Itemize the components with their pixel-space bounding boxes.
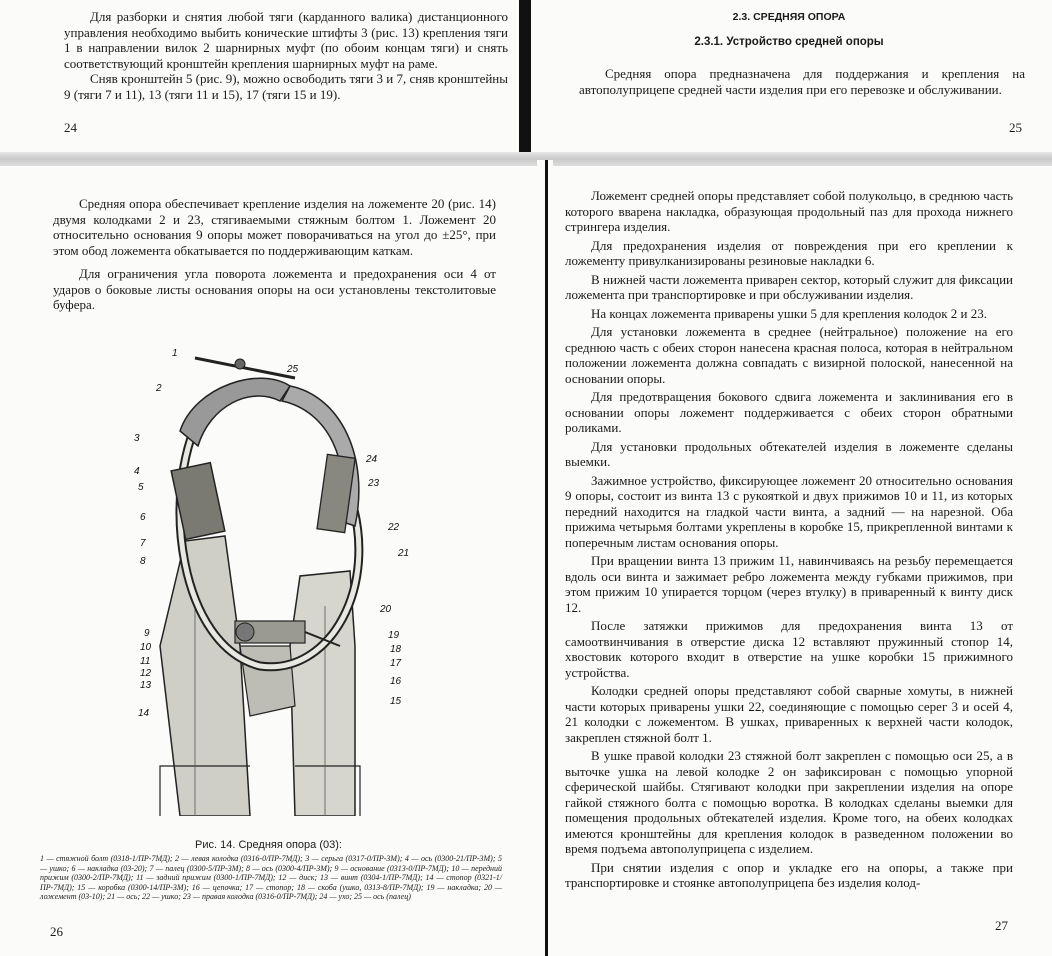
fig-label: 10 — [140, 642, 152, 653]
fig-label: 21 — [398, 548, 410, 559]
page-number: 27 — [995, 918, 1008, 933]
page-number: 24 — [64, 120, 77, 135]
paragraph: В ушке правой колодки 23 стяжной болт закреплен с помощью оси 25, а в выточке ушка на левой колодке 2 он зафиксирован с помощью упорной сферической шайбы. Стягивают колодки при закреплении изделия на опоре гайкой стяжного болта с помощью воротка. В колодках сделаны выемки для помещения продольных обтекателей изделия. Кроме того, на обеих колодках имеются кронштейны для крепления колодок в разведенном положении во время подъема автополуприцепа с изделием. — [565, 748, 1013, 856]
fig-label: 4 — [134, 466, 140, 477]
fig-label: 9 — [144, 628, 150, 639]
page-number: 25 — [1009, 120, 1022, 135]
paragraph: В нижней части ложемента приварен сектор, который служит для фиксации ложемента при транспортировке и при обслуживании изделия. — [565, 271, 1013, 302]
paragraph: При вращении винта 13 прижим 11, навинчиваясь на резьбу перемещается вдоль оси винта и зажимает ребро ложемента между губками прижимов, при этом прижим 10 упирается торцом (через втулку) в приваренный к винту диск 12. — [565, 553, 1013, 615]
paragraph: Зажимное устройство, фиксирующее ложемент 20 относительно основания 9 опоры, состоит из винта 13 с рукояткой и двух прижимов 10 и 11, из которых передний находится на гладкой части винта, а задний — на нарезной. Оба прижима четырьмя болтами укреплены в коробке 15, прикрепленной винтами к поперечным листам основания опоры. — [565, 472, 1013, 550]
fig-label: 22 — [388, 522, 400, 533]
fig-label: 20 — [380, 604, 392, 615]
figure-title: Рис. 14. Средняя опора (03): — [195, 839, 342, 851]
book-gutter-bottom — [537, 160, 553, 956]
fig-label: 24 — [366, 454, 378, 465]
page-26 — [0, 166, 537, 956]
page-number: 26 — [50, 924, 63, 939]
figure-14-support-drawing — [100, 346, 440, 816]
fig-label: 12 — [140, 668, 152, 679]
page-24-text — [64, 9, 508, 102]
fig-label: 11 — [140, 656, 151, 667]
fig-label: 15 — [390, 696, 402, 707]
fig-label: 3 — [134, 433, 140, 444]
fig-label: 18 — [390, 644, 402, 655]
page-27 — [553, 166, 1052, 956]
paragraph: Средняя опора обеспечивает крепление изделия на ложементе 20 (рис. 14) двумя колодками 2 и 23, стягиваемыми стяжным болтом 1. Ложемент 20 относительно основания 9 опоры может поворачиваться на угол до ±25°, при этом обод ложемента обкатывается по поддерживающим каткам. — [53, 196, 496, 258]
page-27-text — [565, 188, 1013, 891]
fig-label: 2 — [156, 383, 162, 394]
paragraph: Для предохранения изделия от повреждения при его креплении к ложементу привулканизированы резиновые накладки 6. — [565, 237, 1013, 268]
paragraph: Для установки продольных обтекателей изделия в ложементе сделаны выемки. — [565, 438, 1013, 469]
fig-label: 7 — [140, 538, 146, 549]
page-25 — [531, 0, 1052, 152]
paragraph: При снятии изделия с опор и укладке его на опоры, а также при транспортировке и стоянке автополуприцепа без изделия колод- — [565, 859, 1013, 890]
book-gutter-top — [519, 0, 531, 152]
fig-label: 16 — [390, 676, 402, 687]
page-26-text — [53, 196, 496, 313]
page-25-text — [579, 66, 1025, 97]
paragraph: Средняя опора предназначена для поддержания и крепления на автополуприцепе средней части изделия при его перевозке и обслуживании. — [579, 66, 1025, 97]
paragraph: Колодки средней опоры представляют собой сварные хомуты, в нижней части которых приварены ушки 22, соединяющие с помощью серег 3 и осей 4, 21 колодки с ложементом. В ушках, приваренных к верхней части колодок, закреплен стяжной болт 1. — [565, 683, 1013, 745]
paragraph: Для установки ложемента в среднее (нейтральное) положение на его среднюю часть с обеих сторон нанесена красная полоса, которая в нейтральном положении ложемента должна совпадать с визирной полоской, нанесенной на основании опоры. — [565, 324, 1013, 386]
fig-label: 8 — [140, 556, 146, 567]
paragraph: На концах ложемента приварены ушки 5 для крепления колодок 2 и 23. — [591, 305, 987, 321]
fig-label: 5 — [138, 482, 144, 493]
fig-label: 19 — [388, 630, 400, 641]
fig-label: 13 — [140, 680, 152, 691]
fig-label: 14 — [138, 708, 150, 719]
page-24 — [0, 0, 519, 152]
subsection-heading: 2.3.1. Устройство средней опоры — [694, 36, 884, 48]
paragraph: Сняв кронштейн 5 (рис. 9), можно освободить тяги 3 и 7, сняв кронштейны 9 (тяги 7 и 11), 13 (тяги 11 и 15), 17 (тяги 15 и 19). — [64, 71, 508, 102]
fig-label: 17 — [390, 658, 402, 669]
paragraph: Для разборки и снятия любой тяги (карданного валика) дистанционного управления необходимо выбить конические штифты 3 (рис. 13) крепления тяги 1 в направлении вилок 2 шарнирных муфт (по обоим концам тяги) и снять соответствующий кронштейн крепления шарнирных муфт на раме. — [64, 9, 508, 71]
paragraph: Ложемент средней опоры представляет собой полукольцо, в среднюю часть которого вварена накладка, образующая продольный паз для прохода нижнего стрингера изделия. — [565, 188, 1013, 234]
fig-label: 6 — [140, 512, 146, 523]
paragraph: Для предотвращения бокового сдвига ложемента и заклинивания его в основании опоры ложемент поддерживается с обеих сторон обратными роликами. — [565, 389, 1013, 435]
paragraph: Для ограничения угла поворота ложемента и предохранения оси 4 от ударов о боковые листы основания опоры на оси установлены текстолитовые буфера. — [53, 266, 496, 312]
section-heading: 2.3. СРЕДНЯЯ ОПОРА — [732, 11, 846, 23]
page-separator-band — [0, 152, 1052, 166]
fig-label: 25 — [287, 364, 299, 375]
fig-label: 23 — [368, 478, 380, 489]
fig-label: 1 — [172, 348, 178, 359]
paragraph: После затяжки прижимов для предохранения винта 13 от самоотвинчивания в отверстие диска 12 вставляют пружинный стопор 14, хвостовик которого входит в отверстие на ушке коробки 15 прижимного устройства. — [565, 618, 1013, 680]
figure-caption: 1 — стяжной болт (0318-1/ПР-7МД); 2 — левая колодка (0316-0/ПР-7МД); 3 — серьга (0317-0/ПР-3М); 4 — ось (0300-21/ПР-3М); 5 — ушко; 6 — накладка (03-20); 7 — палец (0300-5/ПР-3М); 8 — ось (0300-4/ПР-3М); 9 — основание (0313-0/ПР-7МД); 10 — передний прижим (0300-2/ПР-7МД); 11 — задний прижим (0300-1/ПР-7МД); 12 — диск; 13 — винт (0304-1/ПР-7МД); 14 — стопор (0321-1/ПР-7МД); 15 — коробка (0300-14/ПР-3М); 16 — цепочка; 17 — стопор; 18 — скоба (ушко, 0313-8/ПР-7МД); 19 — накладка; 20 — ложемент (03-10); 21 — ось; 22 — ушко; 23 — правая колодка (0316-0/ПР-7МД); 24 — ухо; 25 — ось (палец) — [40, 854, 502, 901]
